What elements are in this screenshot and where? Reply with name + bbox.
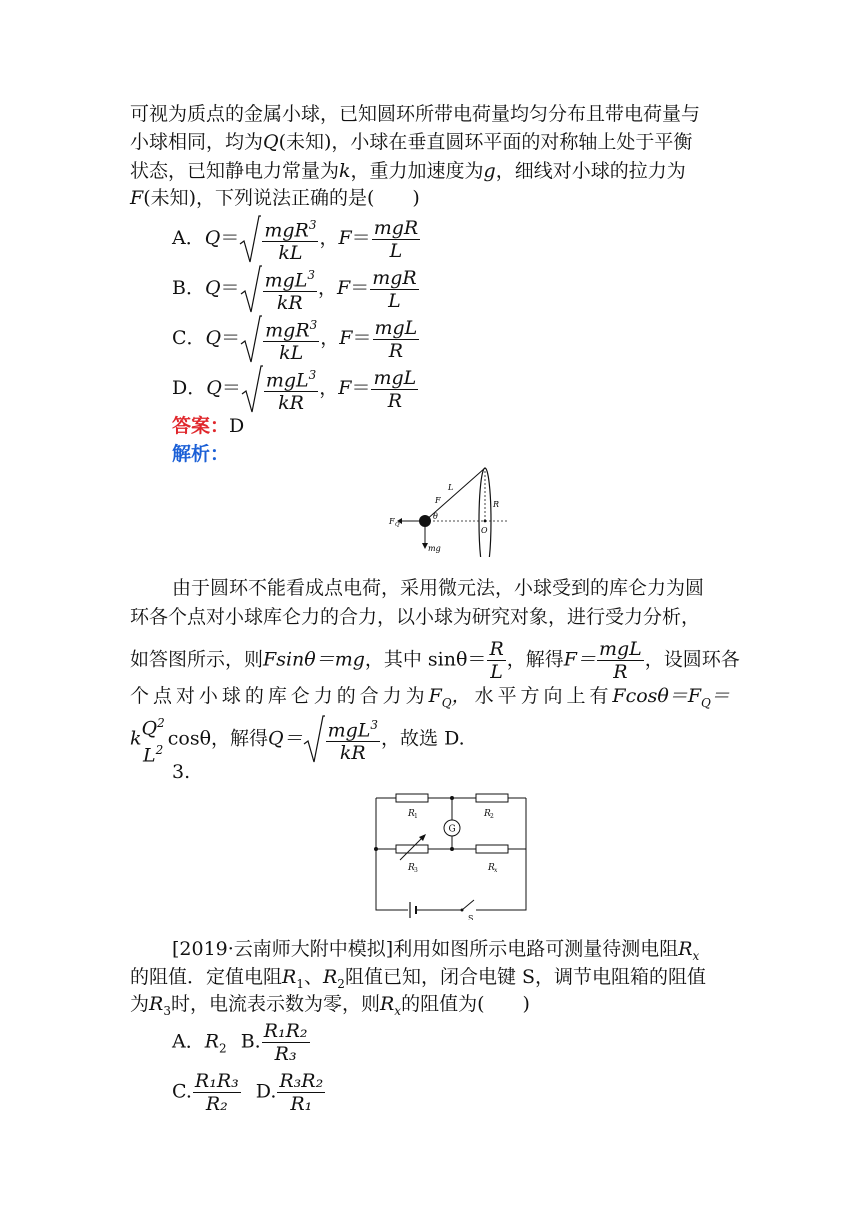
- resistor-r1: [396, 794, 428, 802]
- sqrt-result: [303, 714, 381, 764]
- answer-value: D: [229, 415, 245, 437]
- stem-text: (未知)，下列说法正确的是( ): [143, 187, 420, 209]
- solution-line-2: [130, 603, 700, 631]
- problem3-number: [172, 758, 190, 786]
- solution-char: [612, 682, 730, 717]
- equals: ＝: [220, 277, 240, 300]
- force-fraction: [373, 317, 420, 362]
- solution-text: 如答图所示，则: [130, 648, 264, 671]
- var-R: R: [322, 966, 338, 988]
- frac-den: R₃: [274, 1043, 297, 1065]
- frac-num: [140, 712, 167, 739]
- frac-num: mgR: [373, 216, 419, 239]
- option-letter: B.: [240, 1030, 261, 1053]
- force-fraction: [371, 367, 418, 412]
- label-L: L: [448, 483, 454, 492]
- resistor-r3: [396, 845, 428, 853]
- frac-den: R: [387, 389, 403, 412]
- frac-num: [262, 214, 318, 242]
- stem-line-1: [130, 100, 700, 128]
- equation-fsin: Fsinθ＝mg: [263, 648, 365, 671]
- label-O: O: [481, 526, 488, 535]
- exp: 3: [370, 718, 379, 733]
- stem-line-3: [130, 157, 686, 185]
- equals: ＝: [352, 327, 372, 350]
- frac-num: mgR: [372, 266, 417, 289]
- problem-text: 阻值已知，闭合电键 S，调节电阻箱的阻值: [344, 966, 706, 988]
- var-k: k: [130, 727, 142, 750]
- junction-top: [450, 796, 454, 800]
- sub: x: [394, 1003, 402, 1018]
- var-F: F: [428, 685, 442, 707]
- sub: 3: [163, 1003, 171, 1018]
- wire-left: [376, 798, 408, 910]
- var-g: g: [483, 160, 496, 182]
- var-R: R: [282, 966, 297, 988]
- question-number: 3.: [172, 761, 191, 783]
- option-d-fraction: [277, 1070, 325, 1115]
- sub: x: [692, 948, 700, 963]
- stem-line-4: [130, 184, 420, 212]
- label-theta: θ: [433, 512, 438, 521]
- var-F: F: [337, 277, 351, 300]
- frac-num: R₃R₂: [279, 1070, 324, 1092]
- stem-text: 可视为质点的金属小球，已知圆环所带电荷量均匀分布且带电荷量与: [130, 103, 701, 125]
- frac-num: R: [489, 638, 504, 660]
- center-point: [484, 520, 487, 523]
- solution-char: 平: [497, 685, 517, 707]
- problem-text: 的阻值．定值电阻: [130, 966, 283, 988]
- equation-F: F＝: [563, 648, 596, 671]
- label-G: G: [448, 824, 456, 835]
- solution-text: cosθ，解得: [167, 727, 269, 750]
- stem-text: ，细线对小球的拉力为: [495, 160, 686, 182]
- equals: ＝: [351, 227, 371, 250]
- frac-den: [140, 739, 167, 766]
- option-letter: C．: [172, 327, 206, 350]
- option-letter: A．: [172, 227, 205, 250]
- var-F: F: [338, 227, 352, 250]
- exp: 2: [157, 716, 165, 730]
- var-Q: Q: [206, 377, 222, 400]
- label-R2-sub: 2: [490, 813, 494, 820]
- solution-char: 球: [221, 685, 241, 707]
- analysis-label: 解析：: [172, 443, 230, 465]
- stem-text: 小球相同，均为: [130, 131, 264, 153]
- frac-num: [264, 364, 318, 392]
- exp: 3: [309, 318, 318, 332]
- var-F: F: [687, 685, 702, 707]
- var-F: F: [338, 377, 352, 400]
- solution-char: 上: [566, 685, 586, 707]
- frac-num: [326, 714, 380, 742]
- frac-num: mgL: [598, 638, 642, 660]
- var-Q: Q: [204, 277, 221, 300]
- label-S: S: [468, 914, 474, 920]
- solution-line-1: [172, 574, 704, 602]
- stem-text: (未知)，小球在垂直圆环平面的对称轴上处于平衡: [278, 131, 693, 153]
- var-Q: Q: [205, 327, 222, 350]
- problem3-options-ab: [172, 1020, 311, 1065]
- num-text: mgL: [264, 269, 308, 292]
- option-letter: D．: [172, 377, 207, 400]
- sqrt-expression: [239, 214, 319, 264]
- frac-num: mgL: [373, 366, 417, 389]
- frac-den: kL: [279, 342, 304, 365]
- frac-den: L: [388, 289, 401, 312]
- exp: 3: [308, 368, 317, 382]
- var-R: R: [379, 993, 395, 1015]
- sub: Q: [701, 695, 711, 710]
- frac-num-Q: Q: [141, 717, 158, 740]
- label-mg: mg: [428, 544, 441, 553]
- label-F: F: [435, 496, 441, 505]
- solution-char: 方: [520, 685, 540, 707]
- solution-line-3: [130, 638, 740, 683]
- label-R1: R: [408, 809, 415, 819]
- frac-num: [263, 264, 317, 292]
- problem-text: 时，电流表示数为零，则: [170, 993, 380, 1015]
- frac-num: R₁R₂: [263, 1020, 308, 1042]
- frac-num: mgL: [374, 316, 418, 339]
- solution-text: ，解得: [506, 648, 564, 671]
- comma: ，: [318, 277, 338, 300]
- force-fraction: [370, 267, 419, 312]
- option-row: [172, 264, 420, 314]
- solution-text: ，故选 D.: [381, 727, 465, 750]
- option-letter: A．: [172, 1030, 205, 1053]
- solution-char: 的: [244, 685, 264, 707]
- frac-den: R₁: [290, 1093, 313, 1115]
- sub: Q: [441, 695, 452, 710]
- solution-char: 小: [198, 685, 218, 707]
- option-b-fraction: [262, 1020, 310, 1065]
- sub: 1: [296, 976, 304, 991]
- bridge-circuit: [372, 790, 532, 920]
- var-k: k: [339, 160, 351, 182]
- label-FQ-sub: Q: [395, 522, 400, 528]
- exp: 3: [308, 218, 317, 232]
- frac-num: R₁R₃: [194, 1070, 239, 1092]
- label-FQ: F: [389, 517, 395, 526]
- text-part: ＝: [710, 685, 730, 707]
- text-part: Fcosθ＝: [612, 685, 688, 707]
- problem3-options-cd: [172, 1070, 326, 1115]
- fraction-mgL-over-R: [597, 638, 644, 683]
- force-diagram: [385, 462, 515, 557]
- junction-left: [374, 847, 378, 851]
- exp: 3: [307, 268, 315, 282]
- option-c-fraction: [193, 1070, 241, 1115]
- frac-den: kL: [278, 242, 303, 265]
- sqrt-expression: [241, 364, 319, 414]
- option-value: R: [204, 1030, 220, 1053]
- equals: ＝: [351, 377, 371, 400]
- label-R: R: [493, 500, 500, 509]
- sqrt-fraction: [263, 314, 319, 364]
- equals: ＝: [221, 377, 241, 400]
- sqrt-fraction: [263, 264, 317, 314]
- exp: 2: [155, 743, 164, 758]
- solution-text: 环各个点对小球库仑力的合力，以小球为研究对象，进行受力分析，: [130, 606, 701, 628]
- frac-den-L: L: [142, 744, 156, 767]
- frac-den: R: [388, 339, 404, 362]
- sub: 2: [337, 976, 345, 991]
- sqrt-fraction: [262, 214, 318, 264]
- num-text: mgR: [264, 219, 309, 242]
- resistor-rx: [476, 845, 508, 853]
- option-letter: B．: [172, 277, 205, 300]
- resistor-r2: [476, 794, 508, 802]
- frac-den: L: [389, 239, 403, 262]
- frac-den: R₂: [205, 1093, 228, 1115]
- problem-text: 、: [303, 966, 323, 988]
- var-F: F: [339, 327, 353, 350]
- text-part: ，: [451, 685, 471, 707]
- solution-char: 的: [336, 685, 356, 707]
- equals: ＝: [221, 327, 241, 350]
- solution-char: 对: [175, 685, 195, 707]
- ball: [419, 515, 431, 527]
- equation-Q: Q＝: [268, 727, 303, 750]
- option-row: [172, 214, 421, 264]
- solution-char: 水: [474, 685, 494, 707]
- sub: 2: [219, 1041, 227, 1056]
- fraction-R-over-L: [487, 638, 505, 683]
- num-text: mgL: [327, 719, 371, 742]
- sqrt-expression: [240, 314, 320, 364]
- stem-text: 状态，已知静电力常量为: [130, 160, 340, 182]
- option-letter: D.: [255, 1080, 277, 1103]
- label-R2: R: [484, 809, 491, 819]
- num-text: mgR: [265, 319, 310, 342]
- label-R3: R: [408, 863, 415, 873]
- frac-den: L: [490, 661, 503, 683]
- solution-char: 向: [543, 685, 563, 707]
- comma: ，: [320, 327, 340, 350]
- comma: ，: [319, 377, 339, 400]
- solution-char: 个: [130, 685, 150, 707]
- solution-char: 点: [152, 685, 172, 707]
- option-letter: C.: [172, 1080, 192, 1103]
- fraction-Q2-over-L2: [140, 712, 167, 767]
- solution-char: 力: [313, 685, 333, 707]
- answer-line: [172, 412, 244, 440]
- frac-den: kR: [339, 742, 366, 765]
- solution-char: 仑: [290, 685, 310, 707]
- frac-den: kR: [276, 292, 303, 315]
- comma: ，: [319, 227, 339, 250]
- solution-char: 合: [359, 685, 379, 707]
- option-row: [172, 364, 419, 414]
- problem-text: 的阻值为( ): [401, 993, 530, 1015]
- stem-text: ，重力加速度为: [350, 160, 484, 182]
- sqrt-fraction: [326, 714, 380, 764]
- equals: ＝: [220, 227, 240, 250]
- sqrt-expression: [240, 264, 318, 314]
- solution-text: ，设圆环各: [644, 648, 740, 671]
- option-row: [172, 314, 420, 364]
- solution-char: 为: [405, 685, 425, 707]
- solution-char: 有: [589, 685, 609, 707]
- label-R3-sub: 3: [414, 867, 418, 874]
- solution-char: 库: [267, 685, 287, 707]
- solution-text: ，其中 sinθ＝: [364, 648, 487, 671]
- sqrt-fraction: [264, 364, 318, 414]
- switch-blade: [462, 900, 474, 910]
- frac-den: R: [613, 661, 628, 683]
- junction-mid: [450, 847, 454, 851]
- problem-text: 为: [130, 993, 150, 1015]
- frac-den: kR: [278, 392, 304, 415]
- num-text: mgL: [265, 369, 309, 392]
- force-fraction: [372, 217, 421, 262]
- label-Rx: R: [488, 863, 495, 873]
- label-Rx-sub: x: [494, 867, 498, 874]
- frac-num: [263, 314, 319, 342]
- var-Q: Q: [263, 131, 279, 153]
- switch-contact: [461, 909, 464, 912]
- solution-char: 力: [382, 685, 402, 707]
- var-F: F: [130, 187, 144, 209]
- analysis-label-line: [172, 440, 229, 468]
- solution-text: 由于圆环不能看成点电荷，采用微元法，小球受到的库仑力为圆: [172, 577, 705, 599]
- answer-label: 答案：: [172, 415, 230, 437]
- label-R1-sub: 1: [414, 813, 418, 820]
- problem-text: [2019·云南师大附中模拟]利用如图所示电路可测量待测电阻: [172, 938, 679, 960]
- equals: ＝: [350, 277, 370, 300]
- var-Q: Q: [204, 227, 221, 250]
- stem-line-2: [130, 128, 692, 156]
- var-R: R: [678, 938, 693, 960]
- var-R: R: [149, 993, 164, 1015]
